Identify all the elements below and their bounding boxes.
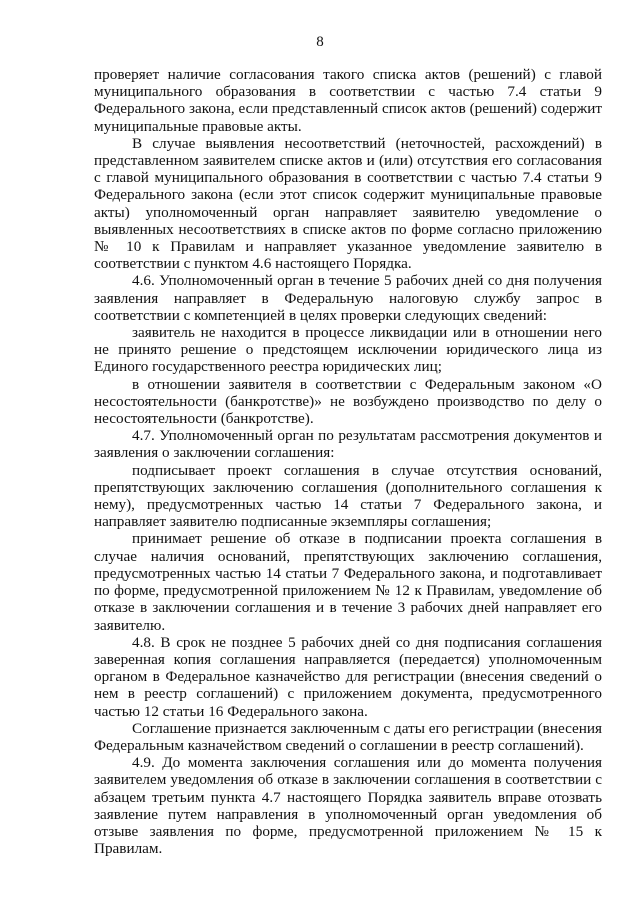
paragraph-4-9: 4.9. До момента заключения соглашения или до момента получения заявителем уведомления об отказе в заключении соглашения в соответствии с абзацем третьим пункта 4.7 настоящего Порядка заявитель вправе отозвать заявление путем направления в уполномоченный орган уведомления об отзыве заявления по форме, предусмотренной приложением № 15 к Правилам. xyxy=(94,754,602,858)
paragraph-liquidation: заявитель не находится в процессе ликвидации или в отношении него не принято решение о предстоящем исключении юридического лица из Единого государственного реестра юридических лиц; xyxy=(94,324,602,376)
paragraph-bankruptcy: в отношении заявителя в соответствии с Федеральным законом «О несостоятельности (банкротстве)» не возбуждено производство по делу о несостоятельности (банкротстве). xyxy=(94,375,602,428)
paragraph-4-6: 4.6. Уполномоченный орган в течение 5 рабочих дней со дня получения заявления направляет в Федеральную налоговую службу запрос в соответствии с компетенцией в целях проверки следующих сведений: xyxy=(94,272,602,324)
paragraph-signs-agreement: подписывает проект соглашения в случае отсутствия оснований, препятствующих заключению соглашения (дополнительного соглашения к нему), предусмотренных частью 14 статьи 7 Федерального закона, и направляет заявителю подписанные экземпляры соглашения; xyxy=(94,461,602,531)
paragraph-continuation: проверяет наличие согласования такого списка актов (решений) с главой муниципального образования в соответствии с частью 7.4 статьи 9 Федерального закона, если представленный список актов (решений) содержит муниципальные правовые акты. xyxy=(94,66,602,135)
page-number: 8 xyxy=(316,34,324,50)
paragraph-4-8: 4.8. В срок не позднее 5 рабочих дней со дня подписания соглашения заверенная копия соглашения направляется (передается) уполномоченным органом в Федеральное казначейство для регистрации (внесения сведений о нем в реестр соглашений) с приложением документа, предусмотренного частью 12 статьи 16 Федерального закона. xyxy=(94,633,602,720)
paragraph-refusal: принимает решение об отказе в подписании проекта соглашения в случае наличия оснований, препятствующих заключению соглашения, предусмотренных частью 14 статьи 7 Федерального закона, и подготавливает по форме, предусмотренной приложением № 12 к Правилам, уведомление об отказе в заключении соглашения и в течение 3 рабочих дней направляет его заявителю. xyxy=(94,530,602,634)
paragraph-4-7: 4.7. Уполномоченный орган по результатам рассмотрения документов и заявления о заключении соглашения: xyxy=(94,427,602,462)
paragraph-agreement-concluded: Соглашение признается заключенным с даты его регистрации (внесения Федеральным казначейством сведений о соглашении в реестр соглашений). xyxy=(94,719,602,754)
document-body xyxy=(94,66,602,857)
paragraph-discrepancies: В случае выявления несоответствий (неточностей, расхождений) в представленном заявителем списке актов и (или) отсутствия его согласования с главой муниципального образования в соответствии с частью 7.4 статьи 9 Федерального закона (если этот список содержит муниципальные правовые акты) уполномоченный орган направляет заявителю уведомление о выявленных несоответствиях в списке актов по форме согласно приложению № 10 к Правилам и направляет указанное уведомление заявителю в соответствии с пунктом 4.6 настоящего Порядка. xyxy=(94,134,602,273)
